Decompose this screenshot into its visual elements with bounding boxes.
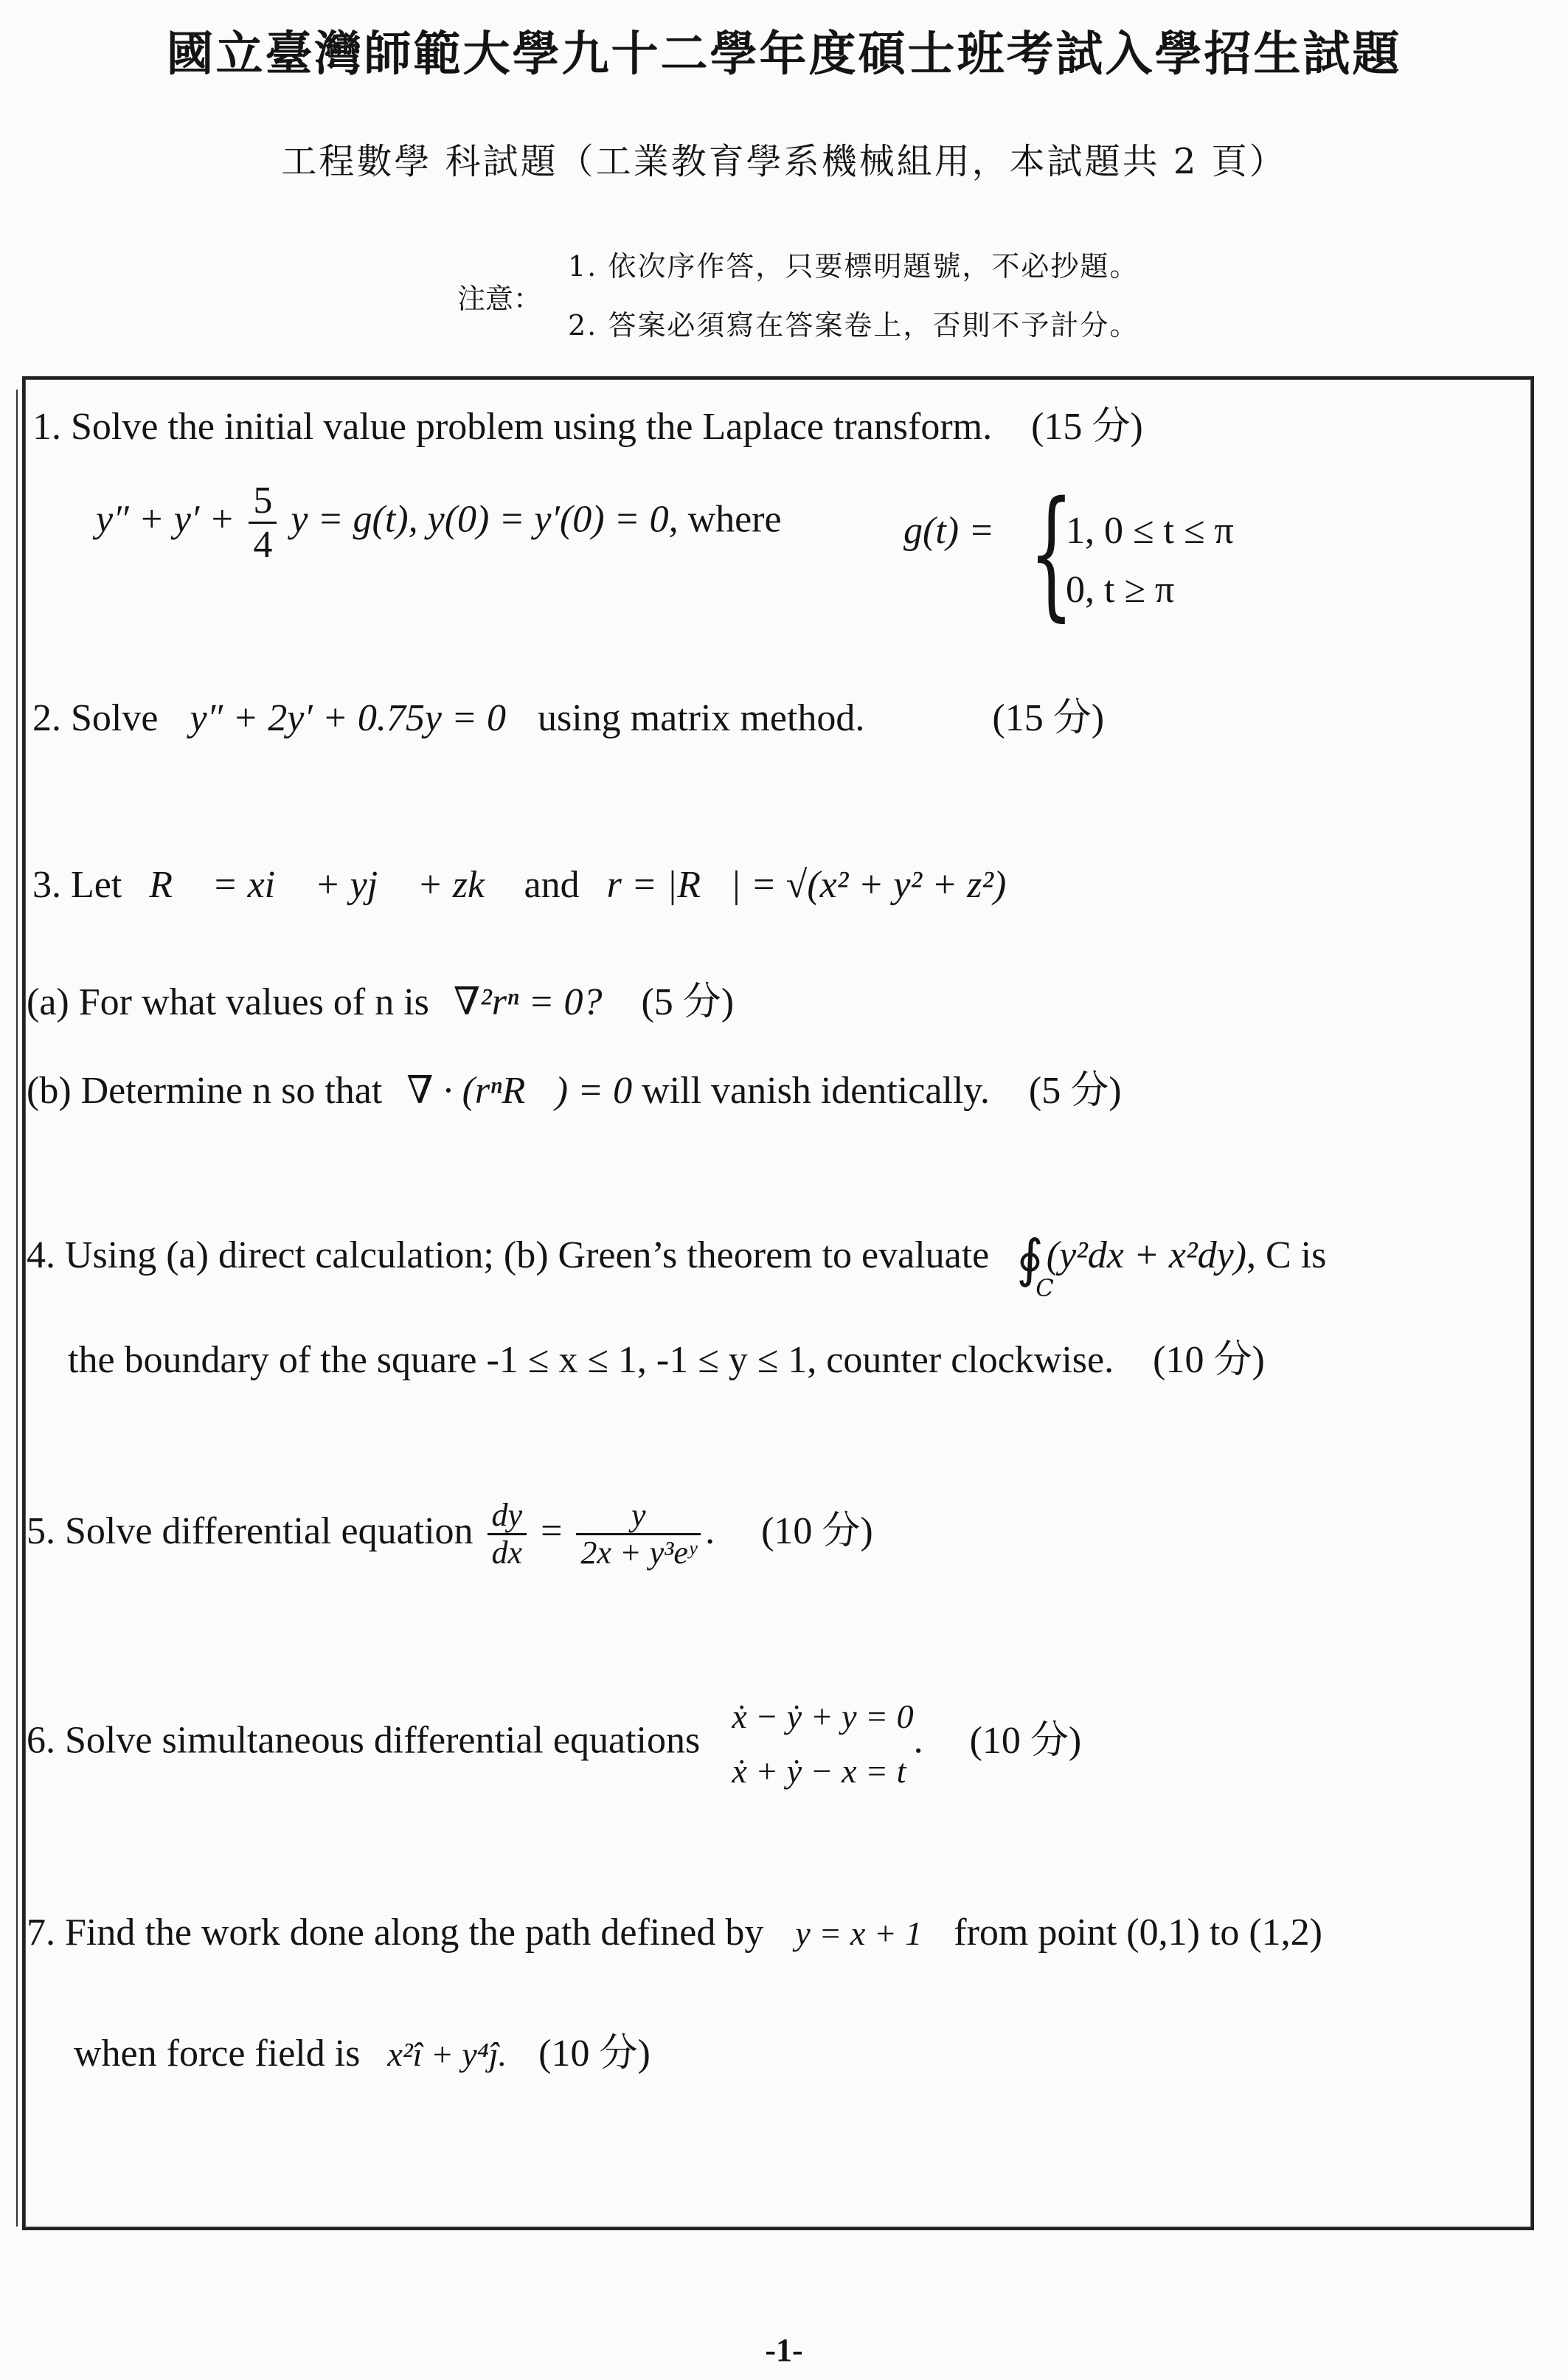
question-1-prompt xyxy=(32,395,1143,450)
q3a-equation: ∇²rⁿ = 0? xyxy=(453,981,603,1023)
q3b-points: (5 分) xyxy=(1028,1070,1122,1112)
q4-integral-sub: C xyxy=(1035,1274,1054,1302)
q7-text-a: 7. Find the work done along the path defined by xyxy=(27,1912,764,1954)
q5-den-right: 2x + y³eʸ xyxy=(580,1535,697,1571)
q6-text: 6. Solve simultaneous differential equations xyxy=(27,1719,701,1762)
q5-num-right: y xyxy=(576,1498,701,1535)
q6-eq-2: ẋ + ẏ − x = t xyxy=(732,1751,906,1790)
q1-case-2: 0, t ≥ π xyxy=(1066,569,1175,611)
q4-integrand: (y²dx + x²dy) xyxy=(1046,1234,1246,1276)
question-5 xyxy=(27,1498,873,1571)
q5-dx: dx xyxy=(491,1535,523,1571)
q1-fraction xyxy=(249,480,277,566)
q7-text-b: from point (0,1) to (1,2) xyxy=(954,1912,1322,1954)
question-7-line-1 xyxy=(27,1911,1322,1954)
q1-where: where xyxy=(687,498,782,541)
notice-item-1: 1. 依次序作答，只要標明題號，不必抄題。 xyxy=(568,250,1139,283)
q3b-tail: will vanish identically. xyxy=(642,1070,990,1112)
exam-title: 國立臺灣師範大學九十二學年度碩士班考試入學招生試題 xyxy=(166,27,1402,82)
question-1-text: 1. Solve the initial value problem using the Laplace transform. xyxy=(32,406,993,448)
question-3a xyxy=(27,970,734,1025)
q5-dy: dy xyxy=(488,1498,527,1535)
q3-and: and xyxy=(524,864,580,906)
q3-eq-R: R⃗ = xi⃗ + yj⃗ + zk⃗ xyxy=(149,864,515,906)
q2-points: (15 分) xyxy=(992,697,1105,739)
q5-frac-right xyxy=(576,1498,701,1571)
q6-points: (10 分) xyxy=(969,1719,1082,1762)
question-2 xyxy=(32,686,1104,741)
notice-label: 注意： xyxy=(457,283,542,315)
q7-points: (10 分) xyxy=(538,2033,651,2075)
q5-period: . xyxy=(705,1509,715,1552)
q6-system xyxy=(732,1689,913,1798)
q2-equation: y″ + 2y′ + 0.75y = 0 xyxy=(190,697,506,739)
q7-field: x²î + y⁴ĵ. xyxy=(387,2035,507,2073)
q3a-text: (a) For what values of n is xyxy=(27,981,429,1023)
q5-frac-left xyxy=(488,1498,527,1571)
q1-fraction-den: 4 xyxy=(253,524,273,567)
q4-points: (10 分) xyxy=(1153,1339,1265,1381)
q5-text: 5. Solve differential equation xyxy=(27,1509,473,1552)
q1-piecewise-brace: { xyxy=(1029,471,1074,634)
q2-tail: using matrix method. xyxy=(538,697,865,739)
frame-left-edge xyxy=(16,390,18,2227)
q1-case-1: 1, 0 ≤ t ≤ π xyxy=(1066,510,1234,552)
q4-contour-integral xyxy=(1016,1228,1054,1302)
q4-integral-symbol: ∮ xyxy=(1016,1228,1044,1289)
notice-item-2: 2. 答案必須寫在答案卷上，否則不予計分。 xyxy=(568,309,1139,342)
page-number: -1- xyxy=(765,2332,803,2368)
q7-text-c: when force field is xyxy=(74,2033,361,2075)
q4-c-is: , C is xyxy=(1246,1234,1327,1276)
q6-period: . xyxy=(913,1719,923,1762)
q4-text: 4. Using (a) direct calculation; (b) Green’s theorem to evaluate xyxy=(27,1234,990,1276)
q5-equals: = xyxy=(541,1509,563,1552)
question-4-line-2 xyxy=(68,1328,1265,1383)
q1-eq-tail: y = g(t), y(0) = y′(0) = 0, xyxy=(291,498,679,541)
question-4-line-1 xyxy=(27,1228,1327,1302)
q5-points: (10 分) xyxy=(761,1509,873,1552)
q3a-points: (5 分) xyxy=(641,981,735,1023)
question-1-equation xyxy=(96,480,782,566)
q3b-text: (b) Determine n so that xyxy=(27,1070,383,1112)
q1-fraction-num: 5 xyxy=(249,480,277,524)
q3-eq-r: r = |R⃗| = √(x² + y² + z²) xyxy=(606,864,1007,906)
q1-g-lhs: g(t) = xyxy=(903,510,995,552)
question-7-line-2 xyxy=(74,2021,651,2077)
question-3 xyxy=(32,863,1006,907)
q7-path: y = x + 1 xyxy=(795,1914,923,1952)
q1-eq-lead: y″ + y′ + xyxy=(96,498,235,541)
q4-line-2-text: the boundary of the square -1 ≤ x ≤ 1, -1 ≤ y ≤ 1, counter clockwise. xyxy=(68,1339,1114,1381)
q6-eq-1: ẋ − ẏ + y = 0 xyxy=(732,1698,914,1735)
q3-lead: 3. Let xyxy=(32,864,122,906)
exam-subtitle: 工程數學 科試題（工業教育學系機械組用，本試題共 2 頁） xyxy=(281,141,1287,182)
question-3b xyxy=(27,1059,1122,1114)
q2-lead: 2. Solve xyxy=(32,697,159,739)
q3b-equation: ∇ · (rⁿR⃗) = 0 xyxy=(406,1070,633,1112)
question-1-points: (15 分) xyxy=(1031,406,1143,448)
question-6 xyxy=(27,1689,1081,1798)
